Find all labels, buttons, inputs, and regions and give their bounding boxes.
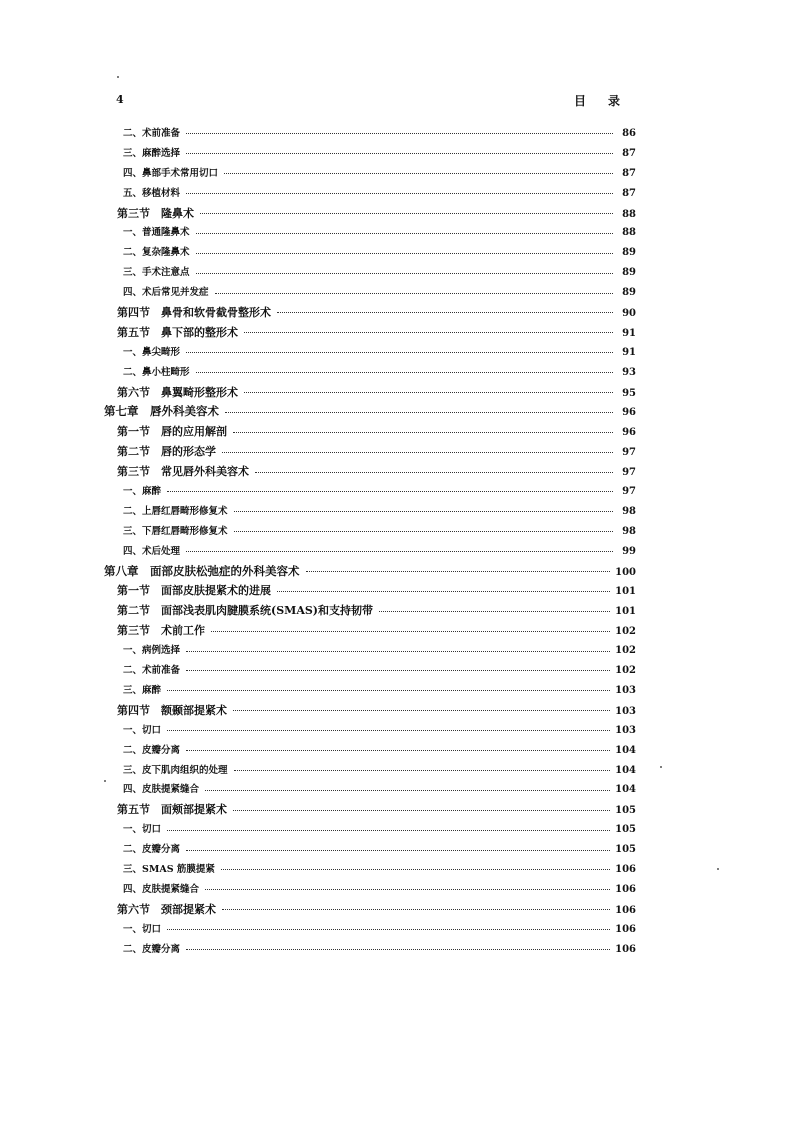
toc-entry-page-number: 99 (622, 545, 636, 557)
toc-entry-title: 第二节 唇的形态学 (117, 445, 216, 459)
toc-entry-title: 五、移植材料 (123, 187, 181, 199)
toc-entry-page-number: 87 (622, 167, 636, 179)
toc-entry-title: 二、术前准备 (123, 128, 181, 139)
toc-entry-title: 二、皮瓣分离 (123, 744, 181, 756)
toc-entry-page-number: 100 (615, 566, 636, 578)
toc-entry-item (104, 681, 636, 701)
dot-leader (205, 790, 610, 791)
dot-leader (255, 472, 613, 473)
toc-entry-title: 第四节 额颞部提紧术 (117, 703, 227, 717)
toc-entry-item (104, 741, 636, 761)
toc-entry-item (104, 920, 636, 940)
toc-entry-section (104, 462, 636, 482)
toc-entry-section (104, 601, 636, 621)
toc-entry-title: 一、切口 (123, 824, 162, 836)
toc-entry-chapter (104, 562, 636, 582)
toc-entry-title: 一、麻醉 (123, 486, 162, 498)
dot-leader (167, 690, 610, 691)
toc-entry-chapter (104, 402, 636, 422)
toc-entry-item (104, 522, 636, 542)
dot-leader (234, 770, 611, 771)
toc-entry-title: 第三节 术前工作 (117, 624, 205, 638)
dot-leader (186, 850, 610, 851)
toc-entry-section (104, 581, 636, 601)
dot-leader (167, 830, 610, 831)
toc-entry-page-number: 103 (615, 684, 636, 696)
toc-entry-title: 一、普通隆鼻术 (123, 227, 190, 239)
toc-entry-page-number: 105 (615, 844, 636, 856)
toc-entry-title: 第三节 隆鼻术 (117, 206, 194, 220)
dot-leader (186, 133, 613, 134)
toc-entry-page-number: 97 (622, 486, 636, 498)
dot-leader (234, 531, 613, 532)
toc-entry-title: 第三节 常见唇外科美容术 (117, 465, 249, 479)
toc-entry-page-number: 89 (622, 287, 636, 299)
toc-entry-page-number: 101 (615, 586, 636, 598)
toc-entry-item (104, 223, 636, 243)
dot-leader (186, 153, 613, 154)
toc-entry-page-number: 93 (622, 366, 636, 378)
toc-entry-item (104, 860, 636, 880)
toc-entry-title: 四、术后处理 (123, 545, 181, 557)
dot-leader (167, 929, 610, 930)
toc-entry-title: 二、术前准备 (123, 665, 181, 677)
toc-entry-title: 第八章 面部皮肤松弛症的外科美容术 (104, 563, 300, 578)
toc-entry-page-number: 104 (615, 744, 636, 756)
running-head: 目录 (574, 94, 643, 108)
toc-entry-section (104, 303, 636, 323)
toc-entry-page-number: 86 (622, 128, 636, 139)
dot-leader (244, 332, 613, 333)
toc-entry-section (104, 621, 636, 641)
dot-leader (196, 253, 613, 254)
scan-speck (104, 780, 106, 782)
toc-entry-section (104, 422, 636, 442)
toc-entry-page-number: 89 (622, 267, 636, 279)
toc-entry-title: 二、上唇红唇畸形修复术 (123, 505, 228, 517)
toc-entry-item (104, 184, 636, 204)
dot-leader (233, 810, 610, 811)
toc-entry-page-number: 106 (615, 904, 636, 916)
toc-entry-title: 二、皮瓣分离 (123, 943, 181, 955)
toc-entry-title: 二、复杂隆鼻术 (123, 247, 190, 259)
toc-entry-page-number: 102 (615, 626, 636, 638)
scan-speck (717, 868, 719, 870)
toc-entry-page-number: 104 (615, 764, 636, 776)
toc-entry-title: 一、鼻尖畸形 (123, 346, 181, 358)
toc-entry-page-number: 89 (622, 247, 636, 259)
toc-entry-page-number: 88 (622, 227, 636, 239)
dot-leader (186, 750, 610, 751)
toc-entry-title: 三、皮下肌肉组织的处理 (123, 764, 228, 776)
dot-leader (233, 710, 610, 711)
toc-entry-title: 四、术后常见并发症 (123, 287, 209, 299)
toc-entry-title: 第六节 鼻翼畸形整形术 (117, 385, 238, 399)
dot-leader (234, 511, 613, 512)
toc-entry-title: 三、下唇红唇畸形修复术 (123, 525, 228, 537)
dot-leader (205, 889, 610, 890)
dot-leader (277, 312, 613, 313)
toc-entry-section (104, 701, 636, 721)
toc-entry-title: 三、SMAS 筋膜提紧 (123, 863, 215, 875)
dot-leader (196, 372, 613, 373)
toc-entry-item (104, 840, 636, 860)
toc-entry-title: 第一节 面部皮肤提紧术的进展 (117, 584, 271, 598)
dot-leader (186, 949, 610, 950)
dot-leader (379, 611, 610, 612)
toc-entry-title: 第六节 颈部提紧术 (117, 902, 216, 916)
dot-leader (222, 452, 613, 453)
dot-leader (196, 273, 613, 274)
toc-entry-item (104, 721, 636, 741)
toc-entry-title: 第一节 唇的应用解剖 (117, 425, 227, 439)
dot-leader (277, 591, 610, 592)
dot-leader (186, 193, 613, 194)
toc-entry-item (104, 502, 636, 522)
toc-entry-title: 第五节 面颊部提紧术 (117, 803, 227, 817)
toc-entry-item (104, 343, 636, 363)
scan-speck (117, 76, 119, 78)
dot-leader (233, 432, 613, 433)
toc-entry-item (104, 761, 636, 781)
toc-entry-page-number: 104 (615, 784, 636, 796)
toc-entry-page-number: 106 (615, 883, 636, 895)
page-number: 4 (116, 93, 124, 106)
toc-entry-title: 四、皮肤提紧缝合 (123, 784, 200, 796)
toc-entry-title: 二、皮瓣分离 (123, 844, 181, 856)
toc-entry-item (104, 661, 636, 681)
dot-leader (186, 551, 613, 552)
dot-leader (167, 491, 613, 492)
toc-entry-title: 三、麻醉 (123, 684, 162, 696)
dot-leader (200, 213, 613, 214)
toc-entry-title: 第五节 鼻下部的整形术 (117, 325, 238, 339)
scan-speck (660, 766, 662, 768)
toc-entry-item (104, 542, 636, 562)
toc-entry-page-number: 102 (615, 645, 636, 657)
toc-entry-title: 四、皮肤提紧缝合 (123, 883, 200, 895)
toc-entry-page-number: 106 (615, 863, 636, 875)
dot-leader (196, 233, 613, 234)
toc-entry-item (104, 780, 636, 800)
toc-entry-item (104, 482, 636, 502)
toc-entry-page-number: 95 (622, 387, 636, 399)
dot-leader (186, 670, 610, 671)
toc-entry-section (104, 204, 636, 224)
toc-entry-section (104, 383, 636, 403)
toc-entry-page-number: 96 (622, 407, 636, 419)
toc-entry-title: 第二节 面部浅表肌肉腱膜系统(SMAS)和支持韧带 (117, 604, 374, 618)
dot-leader (225, 412, 613, 413)
toc-entry-page-number: 105 (615, 824, 636, 836)
toc-entry-page-number: 88 (622, 208, 636, 220)
toc-entry-section (104, 800, 636, 820)
toc-entry-page-number: 106 (615, 943, 636, 955)
toc-entry-page-number: 91 (622, 346, 636, 358)
dot-leader (186, 352, 613, 353)
table-of-contents (104, 124, 636, 959)
toc-entry-section (104, 323, 636, 343)
toc-entry-page-number: 106 (615, 923, 636, 935)
dot-leader (186, 651, 610, 652)
dot-leader (244, 392, 613, 393)
toc-entry-title: 第四节 鼻骨和软骨截骨整形术 (117, 306, 271, 320)
toc-entry-page-number: 103 (615, 724, 636, 736)
toc-entry-page-number: 102 (615, 665, 636, 677)
dot-leader (215, 293, 613, 294)
toc-entry-item (104, 164, 636, 184)
toc-entry-page-number: 103 (615, 705, 636, 717)
toc-entry-title: 第七章 唇外科美容术 (104, 404, 219, 419)
toc-entry-page-number: 101 (615, 606, 636, 618)
toc-entry-title: 二、鼻小柱畸形 (123, 366, 190, 378)
toc-entry-item (104, 363, 636, 383)
toc-entry-page-number: 97 (622, 467, 636, 479)
toc-entry-item (104, 820, 636, 840)
dot-leader (222, 909, 610, 910)
dot-leader (306, 571, 611, 572)
toc-entry-item (104, 124, 636, 144)
dot-leader (167, 730, 610, 731)
toc-entry-item (104, 144, 636, 164)
toc-entry-page-number: 96 (622, 427, 636, 439)
toc-entry-title: 三、手术注意点 (123, 267, 190, 279)
toc-entry-page-number: 91 (622, 327, 636, 339)
toc-entry-page-number: 97 (622, 447, 636, 459)
toc-entry-title: 一、切口 (123, 923, 162, 935)
toc-entry-title: 四、鼻部手术常用切口 (123, 167, 219, 179)
toc-entry-section (104, 442, 636, 462)
toc-entry-item (104, 283, 636, 303)
toc-entry-title: 一、病例选择 (123, 645, 181, 657)
toc-entry-page-number: 98 (622, 525, 636, 537)
toc-entry-page-number: 90 (622, 308, 636, 320)
toc-entry-item (104, 243, 636, 263)
toc-entry-item (104, 940, 636, 960)
toc-entry-title: 一、切口 (123, 724, 162, 736)
toc-entry-title: 三、麻醉选择 (123, 147, 181, 159)
toc-entry-item (104, 880, 636, 900)
toc-entry-section (104, 900, 636, 920)
toc-entry-page-number: 87 (622, 187, 636, 199)
toc-entry-page-number: 105 (615, 805, 636, 817)
dot-leader (224, 173, 613, 174)
toc-entry-item (104, 641, 636, 661)
toc-entry-page-number: 87 (622, 147, 636, 159)
toc-entry-item (104, 263, 636, 283)
toc-entry-page-number: 98 (622, 505, 636, 517)
dot-leader (221, 869, 610, 870)
dot-leader (211, 631, 610, 632)
